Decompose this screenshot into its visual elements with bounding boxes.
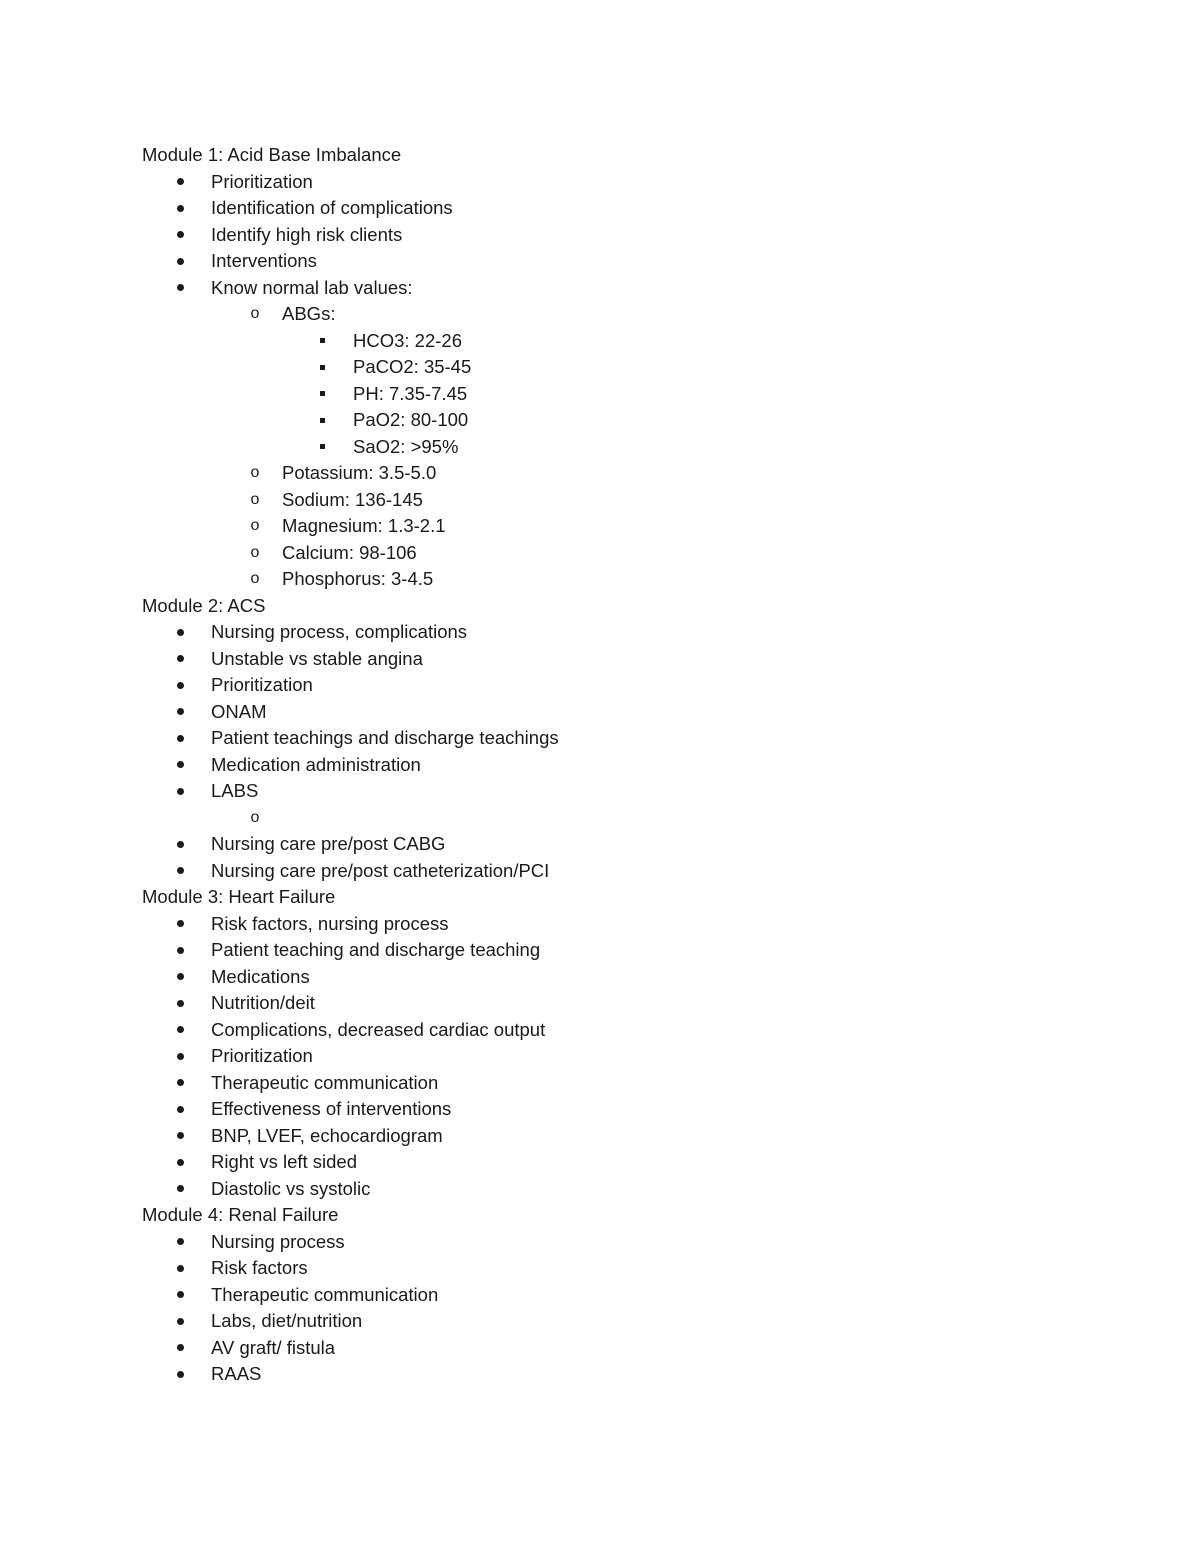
list-item (142, 1043, 1142, 1070)
list-item-text: Prioritization (211, 170, 313, 192)
circle-bullet-icon: o (250, 490, 260, 508)
list-item (142, 752, 1142, 779)
bullet-icon (170, 1043, 190, 1070)
list-item-text: ONAM (211, 700, 267, 722)
sub-list-item (142, 566, 1142, 593)
bullet-icon (170, 1096, 190, 1123)
list-item-text: Risk factors, nursing process (211, 912, 449, 934)
list-item-text: Medication administration (211, 753, 421, 775)
list-item-text: Medications (211, 965, 310, 987)
circle-bullet-icon: o (250, 305, 260, 322)
list-item (142, 169, 1142, 196)
list-item-text: Complications, decreased cardiac output (211, 1018, 546, 1040)
bullet-icon (170, 911, 190, 938)
list-item (142, 1096, 1142, 1123)
module-2 (142, 593, 1142, 885)
bullet-icon (170, 937, 190, 964)
list-item (142, 1176, 1142, 1203)
list-item (142, 1017, 1142, 1044)
list-item-text: Patient teachings and discharge teachings (211, 727, 559, 748)
bullet-icon (170, 1149, 190, 1176)
list-item-text: Prioritization (211, 674, 313, 695)
circle-bullet-icon: o (250, 464, 260, 481)
bullet-icon (170, 1070, 190, 1097)
list-item (142, 672, 1142, 699)
list-item-text: AV graft/ fistula (211, 1336, 336, 1358)
list-item-text: Patient teaching and discharge teaching (211, 939, 541, 960)
bullet-icon (170, 990, 190, 1017)
list-item (142, 1229, 1142, 1256)
list-item (142, 831, 1142, 858)
list-item-text: Nutrition/deit (211, 992, 315, 1013)
circle-bullet-icon: o (250, 808, 260, 826)
module-4 (142, 1202, 1142, 1388)
list-item-text: Know normal lab values: (211, 276, 413, 298)
bullet-icon (170, 858, 190, 885)
bullet-icon (170, 699, 190, 726)
module-3 (142, 884, 1142, 1202)
sub-list-item-text: Calcium: 98-106 (282, 541, 417, 563)
list-item (142, 699, 1142, 726)
abg-value-text: PaCO2: 35-45 (353, 356, 472, 377)
sub-list-item-text: Potassium: 3.5-5.0 (282, 462, 437, 483)
list-item (142, 1282, 1142, 1309)
list-item (142, 195, 1142, 222)
square-bullet-icon (312, 381, 332, 408)
list-item-text: Diastolic vs systolic (211, 1177, 371, 1199)
list-item-text: Prioritization (211, 1045, 313, 1066)
sub-list-item-text: Phosphorus: 3-4.5 (282, 568, 434, 589)
bullet-icon (170, 169, 190, 196)
sub-list-item (142, 460, 1142, 487)
list-item (142, 1149, 1142, 1176)
sub-list-item-text: ABGs: (282, 303, 336, 324)
list-item (142, 222, 1142, 249)
bullet-icon (170, 275, 190, 302)
list-item-text: Labs, diet/nutrition (211, 1310, 363, 1331)
sub-list-item-text: Magnesium: 1.3-2.1 (282, 515, 446, 536)
list-item-text: Therapeutic communication (211, 1071, 439, 1093)
list-item-text: Nursing process (211, 1230, 345, 1252)
abg-value-item (142, 381, 1142, 408)
square-bullet-icon (312, 434, 332, 461)
sub-list-item (142, 513, 1142, 540)
bullet-icon (170, 619, 190, 646)
bullet-icon (170, 646, 190, 673)
list-item (142, 858, 1142, 885)
list-item (142, 1361, 1142, 1388)
list-item-text: Nursing care pre/post catheterization/PCI (211, 859, 550, 881)
bullet-icon (170, 725, 190, 752)
bullet-icon (170, 248, 190, 275)
list-item (142, 937, 1142, 964)
bullet-icon (170, 964, 190, 991)
list-item-text: Identify high risk clients (211, 223, 403, 245)
bullet-icon (170, 222, 190, 249)
bullet-icon (170, 831, 190, 858)
list-item (142, 725, 1142, 752)
abg-value-item (142, 407, 1142, 434)
circle-bullet-icon: o (250, 543, 260, 561)
sub-list-item (142, 301, 1142, 328)
bullet-icon (170, 1308, 190, 1335)
square-bullet-icon (312, 354, 332, 381)
bullet-icon (170, 1282, 190, 1309)
list-item-text: Nursing care pre/post CABG (211, 833, 446, 854)
bullet-icon (170, 1229, 190, 1256)
sub-list-item (142, 805, 1142, 832)
list-item-text: Interventions (211, 250, 317, 271)
list-item-text: BNP, LVEF, echocardiogram (211, 1124, 443, 1146)
abg-value-item (142, 354, 1142, 381)
list-item-text: Nursing process, complications (211, 621, 468, 642)
list-item-text: Therapeutic communication (211, 1283, 439, 1305)
module-title: Module 3: Heart Failure (142, 886, 336, 907)
circle-bullet-icon: o (250, 517, 260, 534)
list-item (142, 964, 1142, 991)
list-item (142, 911, 1142, 938)
list-item-text: Unstable vs stable angina (211, 647, 423, 669)
bullet-icon (170, 1123, 190, 1150)
sub-list-item-text: Sodium: 136-145 (282, 488, 423, 510)
list-item (142, 1255, 1142, 1282)
list-item (142, 1123, 1142, 1150)
list-item (142, 619, 1142, 646)
list-item-text: Risk factors (211, 1257, 308, 1278)
list-item-text: Identification of complications (211, 197, 453, 218)
abg-value-text: PH: 7.35-7.45 (353, 382, 468, 404)
bullet-icon (170, 672, 190, 699)
list-item (142, 1335, 1142, 1362)
sub-list-item (142, 487, 1142, 514)
bullet-icon (170, 1361, 190, 1388)
list-item (142, 248, 1142, 275)
list-item-text: LABS (211, 780, 259, 801)
bullet-icon (170, 1176, 190, 1203)
module-title: Module 2: ACS (142, 594, 266, 616)
abg-value-text: PaO2: 80-100 (353, 409, 469, 430)
bullet-icon (170, 778, 190, 805)
list-item (142, 778, 1142, 805)
list-item (142, 646, 1142, 673)
circle-bullet-icon: o (250, 570, 260, 587)
square-bullet-icon (312, 328, 332, 355)
list-item (142, 1308, 1142, 1335)
module-title: Module 4: Renal Failure (142, 1204, 339, 1225)
bullet-icon (170, 195, 190, 222)
list-item (142, 990, 1142, 1017)
abg-value-text: HCO3: 22-26 (353, 329, 462, 351)
bullet-icon (170, 1017, 190, 1044)
bullet-icon (170, 752, 190, 779)
bullet-icon (170, 1255, 190, 1282)
abg-value-item (142, 434, 1142, 461)
module-title: Module 1: Acid Base Imbalance (142, 144, 402, 165)
abg-value-item (142, 328, 1142, 355)
square-bullet-icon (312, 407, 332, 434)
list-item (142, 1070, 1142, 1097)
sub-list-item (142, 540, 1142, 567)
document-body (142, 142, 1142, 1388)
module-1 (142, 142, 1142, 593)
list-item-text: Effectiveness of interventions (211, 1098, 452, 1119)
abg-value-text: SaO2: >95% (353, 435, 459, 457)
list-item-text: Right vs left sided (211, 1151, 358, 1172)
bullet-icon (170, 1335, 190, 1362)
list-item (142, 275, 1142, 302)
list-item-text: RAAS (211, 1363, 262, 1384)
